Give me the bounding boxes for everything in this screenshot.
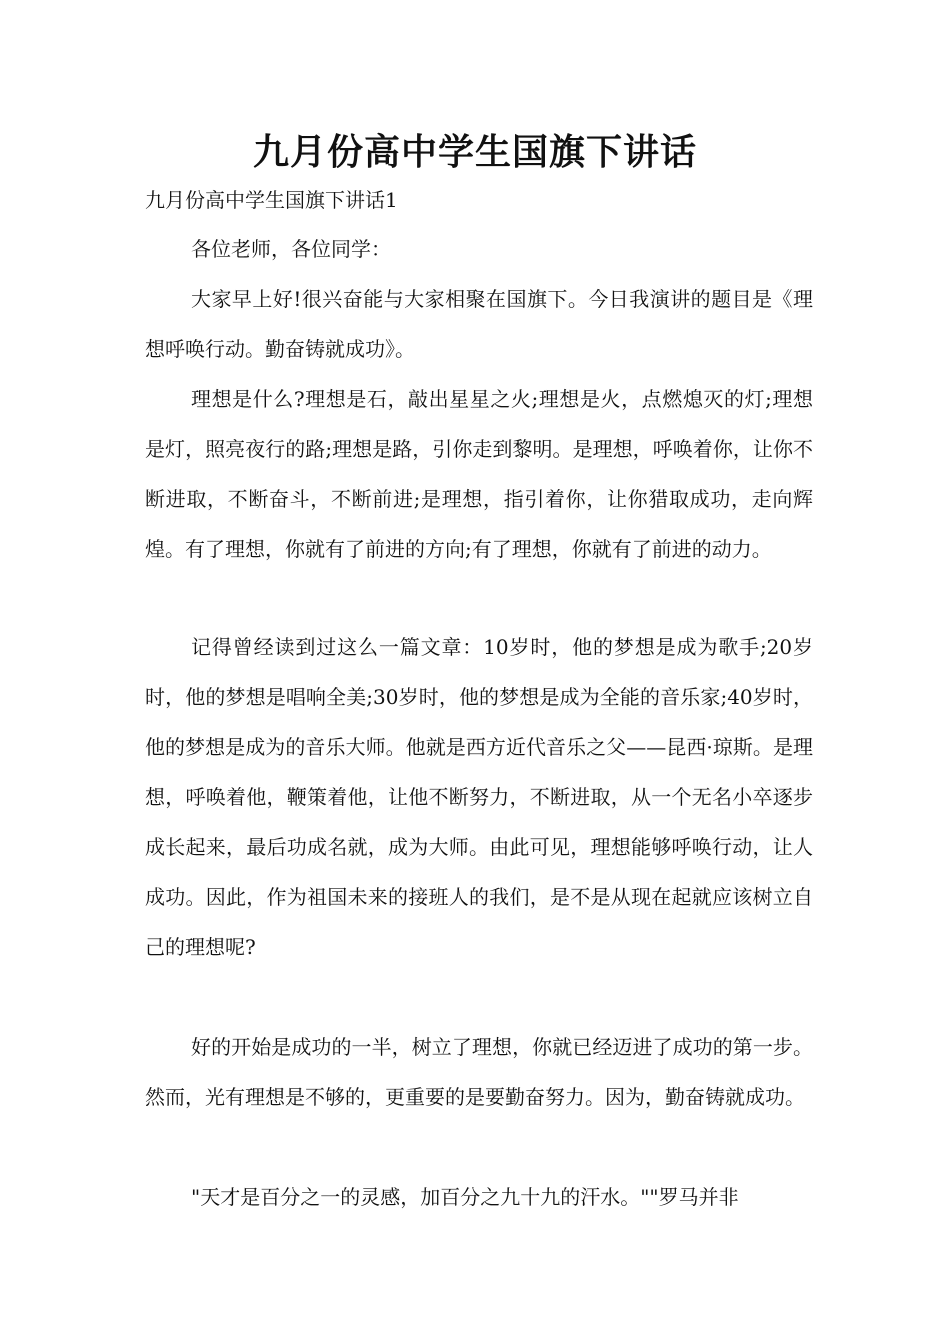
- document-subtitle: 九月份高中学生国旗下讲话1: [145, 188, 398, 212]
- paragraph-intro: 大家早上好!很兴奋能与大家相聚在国旗下。今日我演讲的题目是《理想呼唤行动。勤奋铸就成功》。: [145, 287, 813, 361]
- paragraph-ideal-definition: 理想是什么?理想是石，敲出星星之火;理想是火，点燃熄灭的灯;理想是灯，照亮夜行的路;理想是路，引你走到黎明。是理想，呼唤着你，让你不断进取，不断奋斗，不断前进;是理想，指引着你，让你猎取成功，走向辉煌。有了理想，你就有了前进的方向;有了理想，你就有了前进的动力。: [145, 387, 813, 561]
- paragraph-quote: "天才是百分之一的灵感，加百分之九十九的汗水。""罗马并非: [191, 1185, 739, 1209]
- paragraph-quincy-jones-story: 记得曾经读到过这么一篇文章：10岁时，他的梦想是成为歌手;20岁时，他的梦想是唱响全美;30岁时，他的梦想是成为全能的音乐家;40岁时，他的梦想是成为的音乐大师。他就是西方近代音乐之父——昆西·琼斯。是理想，呼唤着他，鞭策着他，让他不断努力，不断进取，从一个无名小卒逐步成长起来，最后功成名就，成为大师。由此可见，理想能够呼唤行动，让人成功。因此，作为祖国未来的接班人的我们，是不是从现在起就应该树立自己的理想呢?: [145, 635, 813, 959]
- paragraph-diligence: 好的开始是成功的一半，树立了理想，你就已经迈进了成功的第一步。然而，光有理想是不够的，更重要的是要勤奋努力。因为，勤奋铸就成功。: [145, 1035, 813, 1109]
- paragraph-greeting: 各位老师，各位同学：: [191, 237, 391, 261]
- document-title: 九月份高中学生国旗下讲话: [252, 131, 697, 173]
